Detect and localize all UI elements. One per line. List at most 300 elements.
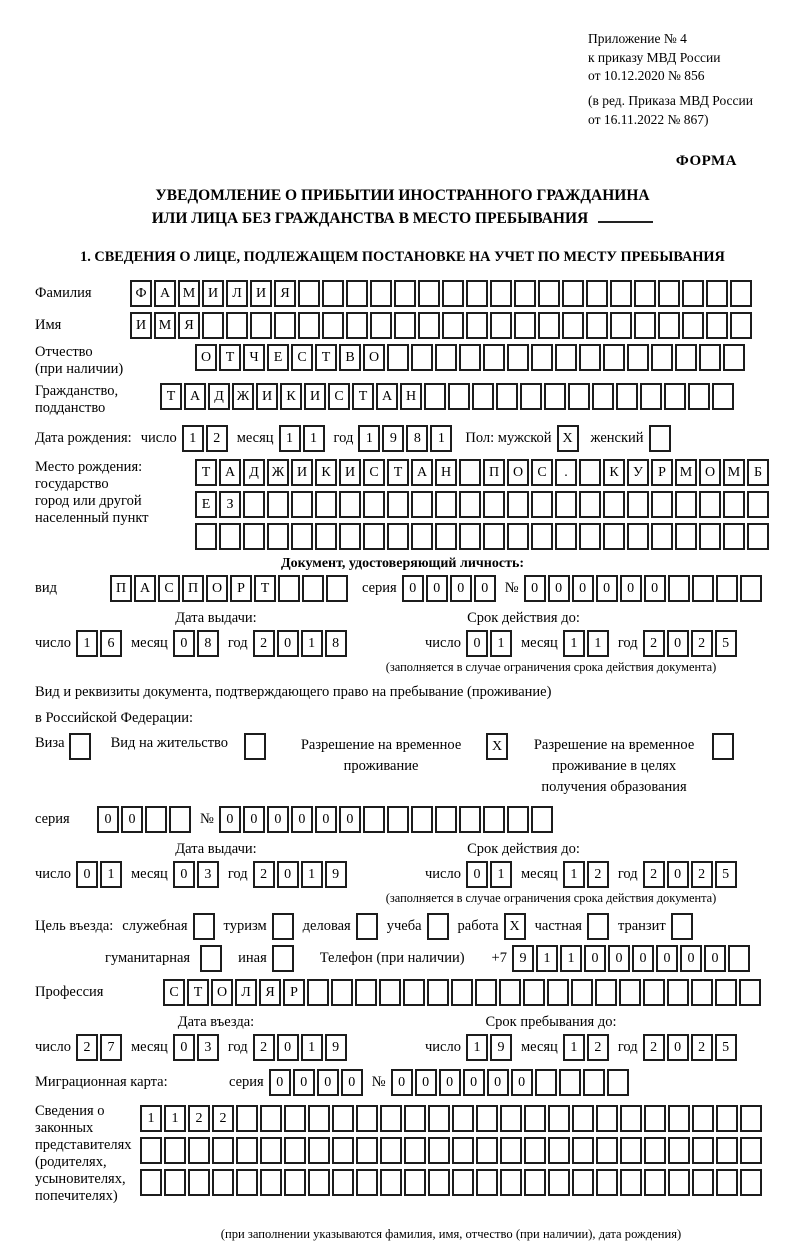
char-box[interactable]: [490, 312, 512, 339]
char-box[interactable]: Т: [219, 344, 241, 371]
char-box[interactable]: 1: [301, 1034, 323, 1061]
char-box[interactable]: 0: [439, 1069, 461, 1096]
char-box[interactable]: [236, 1169, 258, 1196]
char-box[interactable]: Б: [747, 459, 769, 486]
char-box[interactable]: [603, 523, 625, 550]
char-box[interactable]: [586, 280, 608, 307]
char-box[interactable]: Ф: [130, 280, 152, 307]
char-box[interactable]: 0: [402, 575, 424, 602]
char-box[interactable]: [538, 280, 560, 307]
char-box[interactable]: 1: [587, 630, 609, 657]
char-box[interactable]: [667, 979, 689, 1006]
char-box[interactable]: 9: [325, 861, 347, 888]
char-box[interactable]: 0: [173, 1034, 195, 1061]
char-box[interactable]: [370, 312, 392, 339]
char-box[interactable]: [699, 523, 721, 550]
char-box[interactable]: К: [280, 383, 302, 410]
char-box[interactable]: [535, 1069, 557, 1096]
checkbox-temp-residence-edu[interactable]: [712, 733, 734, 760]
char-box[interactable]: [418, 280, 440, 307]
char-box[interactable]: 1: [182, 425, 204, 452]
char-box[interactable]: 0: [667, 861, 689, 888]
char-box[interactable]: [592, 383, 614, 410]
char-box[interactable]: 1: [358, 425, 380, 452]
char-box[interactable]: [427, 979, 449, 1006]
char-box[interactable]: 2: [76, 1034, 98, 1061]
char-box[interactable]: [691, 979, 713, 1006]
char-box[interactable]: [315, 523, 337, 550]
char-box[interactable]: [188, 1169, 210, 1196]
checkbox-purpose-private[interactable]: [587, 913, 609, 940]
char-box[interactable]: [740, 1105, 762, 1132]
char-box[interactable]: 9: [512, 945, 534, 972]
char-box[interactable]: [387, 491, 409, 518]
char-box[interactable]: [634, 312, 656, 339]
char-box[interactable]: [380, 1169, 402, 1196]
char-box[interactable]: [692, 575, 714, 602]
char-box[interactable]: [562, 280, 584, 307]
char-box[interactable]: .: [555, 459, 577, 486]
char-box[interactable]: [616, 383, 638, 410]
char-box[interactable]: 0: [487, 1069, 509, 1096]
char-box[interactable]: С: [163, 979, 185, 1006]
char-box[interactable]: 0: [644, 575, 666, 602]
char-box[interactable]: [459, 523, 481, 550]
char-box[interactable]: Л: [226, 280, 248, 307]
char-box[interactable]: Т: [187, 979, 209, 1006]
char-box[interactable]: [284, 1137, 306, 1164]
char-box[interactable]: 0: [596, 575, 618, 602]
char-box[interactable]: 2: [643, 630, 665, 657]
char-box[interactable]: [370, 280, 392, 307]
char-box[interactable]: [706, 312, 728, 339]
char-box[interactable]: 0: [277, 630, 299, 657]
char-box[interactable]: [483, 806, 505, 833]
char-box[interactable]: [531, 806, 553, 833]
char-box[interactable]: [466, 312, 488, 339]
char-box[interactable]: [145, 806, 167, 833]
char-box[interactable]: И: [304, 383, 326, 410]
char-box[interactable]: [500, 1105, 522, 1132]
char-box[interactable]: 2: [691, 630, 713, 657]
char-box[interactable]: [387, 523, 409, 550]
char-box[interactable]: Р: [651, 459, 673, 486]
char-box[interactable]: [712, 383, 734, 410]
char-box[interactable]: Я: [259, 979, 281, 1006]
char-box[interactable]: 2: [212, 1105, 234, 1132]
char-box[interactable]: [435, 491, 457, 518]
char-box[interactable]: [716, 575, 738, 602]
char-box[interactable]: [363, 523, 385, 550]
char-box[interactable]: [339, 523, 361, 550]
char-box[interactable]: З: [219, 491, 241, 518]
checkbox-purpose-study[interactable]: [427, 913, 449, 940]
char-box[interactable]: [188, 1137, 210, 1164]
char-box[interactable]: [332, 1105, 354, 1132]
char-box[interactable]: 1: [301, 861, 323, 888]
char-box[interactable]: [356, 1169, 378, 1196]
char-box[interactable]: Н: [435, 459, 457, 486]
char-box[interactable]: 2: [253, 861, 275, 888]
char-box[interactable]: [459, 344, 481, 371]
char-box[interactable]: С: [531, 459, 553, 486]
char-box[interactable]: Р: [283, 979, 305, 1006]
char-box[interactable]: 2: [643, 861, 665, 888]
checkbox-residence-permit[interactable]: [244, 733, 266, 760]
char-box[interactable]: [555, 344, 577, 371]
char-box[interactable]: [688, 383, 710, 410]
char-box[interactable]: 8: [197, 630, 219, 657]
char-box[interactable]: [451, 979, 473, 1006]
char-box[interactable]: М: [675, 459, 697, 486]
char-box[interactable]: [387, 344, 409, 371]
char-box[interactable]: [520, 383, 542, 410]
char-box[interactable]: [442, 280, 464, 307]
char-box[interactable]: О: [363, 344, 385, 371]
char-box[interactable]: П: [182, 575, 204, 602]
char-box[interactable]: [610, 312, 632, 339]
char-box[interactable]: [595, 979, 617, 1006]
char-box[interactable]: 1: [466, 1034, 488, 1061]
char-box[interactable]: Т: [387, 459, 409, 486]
char-box[interactable]: [668, 575, 690, 602]
char-box[interactable]: [634, 280, 656, 307]
char-box[interactable]: [483, 523, 505, 550]
char-box[interactable]: 0: [267, 806, 289, 833]
char-box[interactable]: [411, 523, 433, 550]
char-box[interactable]: [723, 344, 745, 371]
char-box[interactable]: И: [250, 280, 272, 307]
char-box[interactable]: [291, 523, 313, 550]
char-box[interactable]: 9: [490, 1034, 512, 1061]
char-box[interactable]: 0: [219, 806, 241, 833]
char-box[interactable]: [723, 523, 745, 550]
char-box[interactable]: С: [291, 344, 313, 371]
char-box[interactable]: 0: [584, 945, 606, 972]
char-box[interactable]: [644, 1105, 666, 1132]
checkbox-purpose-other[interactable]: [272, 945, 294, 972]
char-box[interactable]: [715, 979, 737, 1006]
char-box[interactable]: 0: [466, 861, 488, 888]
checkbox-female[interactable]: [649, 425, 671, 452]
char-box[interactable]: [555, 491, 577, 518]
char-box[interactable]: М: [154, 312, 176, 339]
char-box[interactable]: [331, 979, 353, 1006]
char-box[interactable]: [476, 1137, 498, 1164]
char-box[interactable]: 2: [206, 425, 228, 452]
char-box[interactable]: [547, 979, 569, 1006]
char-box[interactable]: [692, 1169, 714, 1196]
char-box[interactable]: [356, 1137, 378, 1164]
char-box[interactable]: [164, 1137, 186, 1164]
char-box[interactable]: [579, 344, 601, 371]
char-box[interactable]: [730, 312, 752, 339]
char-box[interactable]: [664, 383, 686, 410]
char-box[interactable]: М: [178, 280, 200, 307]
char-box[interactable]: [716, 1137, 738, 1164]
char-box[interactable]: 0: [450, 575, 472, 602]
char-box[interactable]: 1: [490, 861, 512, 888]
char-box[interactable]: Е: [195, 491, 217, 518]
checkbox-purpose-tourism[interactable]: [272, 913, 294, 940]
char-box[interactable]: [442, 312, 464, 339]
char-box[interactable]: [411, 806, 433, 833]
char-box[interactable]: [583, 1069, 605, 1096]
char-box[interactable]: П: [483, 459, 505, 486]
char-box[interactable]: 0: [291, 806, 313, 833]
char-box[interactable]: [355, 979, 377, 1006]
char-box[interactable]: [475, 979, 497, 1006]
char-box[interactable]: [682, 280, 704, 307]
checkbox-temp-residence[interactable]: X: [486, 733, 508, 760]
char-box[interactable]: [524, 1169, 546, 1196]
char-box[interactable]: 1: [303, 425, 325, 452]
char-box[interactable]: С: [158, 575, 180, 602]
char-box[interactable]: [620, 1169, 642, 1196]
char-box[interactable]: Н: [400, 383, 422, 410]
char-box[interactable]: И: [202, 280, 224, 307]
char-box[interactable]: [644, 1137, 666, 1164]
char-box[interactable]: Д: [243, 459, 265, 486]
char-box[interactable]: А: [154, 280, 176, 307]
char-box[interactable]: П: [110, 575, 132, 602]
char-box[interactable]: 2: [691, 1034, 713, 1061]
char-box[interactable]: [363, 491, 385, 518]
char-box[interactable]: 5: [715, 1034, 737, 1061]
char-box[interactable]: [658, 280, 680, 307]
char-box[interactable]: [212, 1137, 234, 1164]
char-box[interactable]: [267, 491, 289, 518]
char-box[interactable]: [548, 1137, 570, 1164]
char-box[interactable]: [675, 491, 697, 518]
checkbox-purpose-official[interactable]: [193, 913, 215, 940]
char-box[interactable]: [448, 383, 470, 410]
char-box[interactable]: [740, 1137, 762, 1164]
char-box[interactable]: [483, 491, 505, 518]
char-box[interactable]: 0: [341, 1069, 363, 1096]
char-box[interactable]: [500, 1137, 522, 1164]
char-box[interactable]: 1: [563, 861, 585, 888]
char-box[interactable]: И: [256, 383, 278, 410]
char-box[interactable]: 1: [536, 945, 558, 972]
char-box[interactable]: [538, 312, 560, 339]
char-box[interactable]: Л: [235, 979, 257, 1006]
char-box[interactable]: [620, 1105, 642, 1132]
char-box[interactable]: [332, 1137, 354, 1164]
char-box[interactable]: 0: [667, 1034, 689, 1061]
char-box[interactable]: [278, 575, 300, 602]
char-box[interactable]: [675, 523, 697, 550]
char-box[interactable]: [699, 491, 721, 518]
char-box[interactable]: [524, 1137, 546, 1164]
char-box[interactable]: 0: [339, 806, 361, 833]
char-box[interactable]: 0: [391, 1069, 413, 1096]
char-box[interactable]: [716, 1169, 738, 1196]
char-box[interactable]: [322, 312, 344, 339]
char-box[interactable]: 8: [325, 630, 347, 657]
char-box[interactable]: Д: [208, 383, 230, 410]
char-box[interactable]: [308, 1137, 330, 1164]
char-box[interactable]: [572, 1105, 594, 1132]
char-box[interactable]: [507, 806, 529, 833]
char-box[interactable]: 0: [76, 861, 98, 888]
char-box[interactable]: [544, 383, 566, 410]
char-box[interactable]: 0: [656, 945, 678, 972]
char-box[interactable]: 0: [293, 1069, 315, 1096]
char-box[interactable]: [250, 312, 272, 339]
char-box[interactable]: [243, 523, 265, 550]
char-box[interactable]: [236, 1105, 258, 1132]
char-box[interactable]: [747, 491, 769, 518]
char-box[interactable]: [326, 575, 348, 602]
char-box[interactable]: [435, 806, 457, 833]
char-box[interactable]: [459, 459, 481, 486]
char-box[interactable]: 0: [466, 630, 488, 657]
char-box[interactable]: 0: [317, 1069, 339, 1096]
char-box[interactable]: [739, 979, 761, 1006]
char-box[interactable]: Ч: [243, 344, 265, 371]
char-box[interactable]: 1: [563, 1034, 585, 1061]
char-box[interactable]: [500, 1169, 522, 1196]
char-box[interactable]: [668, 1169, 690, 1196]
char-box[interactable]: [692, 1137, 714, 1164]
char-box[interactable]: А: [134, 575, 156, 602]
char-box[interactable]: О: [195, 344, 217, 371]
char-box[interactable]: [507, 523, 529, 550]
char-box[interactable]: [212, 1169, 234, 1196]
char-box[interactable]: К: [603, 459, 625, 486]
char-box[interactable]: [603, 344, 625, 371]
char-box[interactable]: [692, 1105, 714, 1132]
char-box[interactable]: 2: [691, 861, 713, 888]
char-box[interactable]: А: [184, 383, 206, 410]
char-box[interactable]: [387, 806, 409, 833]
char-box[interactable]: [568, 383, 590, 410]
char-box[interactable]: А: [219, 459, 241, 486]
char-box[interactable]: [514, 280, 536, 307]
char-box[interactable]: [284, 1169, 306, 1196]
char-box[interactable]: Т: [160, 383, 182, 410]
char-box[interactable]: 0: [315, 806, 337, 833]
char-box[interactable]: И: [339, 459, 361, 486]
char-box[interactable]: [579, 459, 601, 486]
char-box[interactable]: [523, 979, 545, 1006]
char-box[interactable]: [202, 312, 224, 339]
char-box[interactable]: 2: [253, 630, 275, 657]
char-box[interactable]: [483, 344, 505, 371]
char-box[interactable]: И: [130, 312, 152, 339]
char-box[interactable]: 2: [188, 1105, 210, 1132]
char-box[interactable]: [651, 344, 673, 371]
checkbox-visa[interactable]: [69, 733, 91, 760]
char-box[interactable]: 0: [474, 575, 496, 602]
char-box[interactable]: И: [291, 459, 313, 486]
char-box[interactable]: 0: [243, 806, 265, 833]
char-box[interactable]: [466, 280, 488, 307]
char-box[interactable]: [403, 979, 425, 1006]
char-box[interactable]: Ж: [267, 459, 289, 486]
char-box[interactable]: 5: [715, 861, 737, 888]
char-box[interactable]: [459, 806, 481, 833]
char-box[interactable]: 0: [524, 575, 546, 602]
char-box[interactable]: [682, 312, 704, 339]
char-box[interactable]: 0: [680, 945, 702, 972]
char-box[interactable]: [607, 1069, 629, 1096]
char-box[interactable]: [394, 312, 416, 339]
char-box[interactable]: [747, 523, 769, 550]
char-box[interactable]: [610, 280, 632, 307]
char-box[interactable]: [531, 523, 553, 550]
char-box[interactable]: 3: [197, 861, 219, 888]
char-box[interactable]: [404, 1169, 426, 1196]
char-box[interactable]: [339, 491, 361, 518]
char-box[interactable]: 0: [426, 575, 448, 602]
char-box[interactable]: 0: [608, 945, 630, 972]
char-box[interactable]: [315, 491, 337, 518]
char-box[interactable]: [452, 1169, 474, 1196]
char-box[interactable]: А: [411, 459, 433, 486]
char-box[interactable]: [302, 575, 324, 602]
char-box[interactable]: Е: [267, 344, 289, 371]
char-box[interactable]: 1: [279, 425, 301, 452]
char-box[interactable]: [596, 1169, 618, 1196]
checkbox-purpose-humanitarian[interactable]: [200, 945, 222, 972]
char-box[interactable]: [418, 312, 440, 339]
char-box[interactable]: [651, 523, 673, 550]
char-box[interactable]: [548, 1169, 570, 1196]
char-box[interactable]: [476, 1169, 498, 1196]
char-box[interactable]: [164, 1169, 186, 1196]
char-box[interactable]: 1: [560, 945, 582, 972]
char-box[interactable]: [658, 312, 680, 339]
char-box[interactable]: [596, 1105, 618, 1132]
char-box[interactable]: 1: [301, 630, 323, 657]
char-box[interactable]: [308, 1105, 330, 1132]
char-box[interactable]: 1: [76, 630, 98, 657]
char-box[interactable]: [730, 280, 752, 307]
char-box[interactable]: 0: [277, 1034, 299, 1061]
char-box[interactable]: С: [328, 383, 350, 410]
char-box[interactable]: 1: [490, 630, 512, 657]
char-box[interactable]: [531, 491, 553, 518]
char-box[interactable]: [379, 979, 401, 1006]
char-box[interactable]: О: [507, 459, 529, 486]
char-box[interactable]: 0: [173, 630, 195, 657]
char-box[interactable]: [496, 383, 518, 410]
char-box[interactable]: [459, 491, 481, 518]
char-box[interactable]: [435, 344, 457, 371]
char-box[interactable]: 0: [415, 1069, 437, 1096]
char-box[interactable]: [651, 491, 673, 518]
char-box[interactable]: [260, 1169, 282, 1196]
char-box[interactable]: [140, 1137, 162, 1164]
char-box[interactable]: 9: [325, 1034, 347, 1061]
char-box[interactable]: [619, 979, 641, 1006]
char-box[interactable]: [411, 491, 433, 518]
char-box[interactable]: 0: [511, 1069, 533, 1096]
char-box[interactable]: [531, 344, 553, 371]
char-box[interactable]: [620, 1137, 642, 1164]
char-box[interactable]: [428, 1105, 450, 1132]
char-box[interactable]: [356, 1105, 378, 1132]
char-box[interactable]: [740, 575, 762, 602]
char-box[interactable]: [380, 1105, 402, 1132]
char-box[interactable]: [140, 1169, 162, 1196]
char-box[interactable]: [472, 383, 494, 410]
char-box[interactable]: 7: [100, 1034, 122, 1061]
char-box[interactable]: О: [211, 979, 233, 1006]
char-box[interactable]: 0: [173, 861, 195, 888]
